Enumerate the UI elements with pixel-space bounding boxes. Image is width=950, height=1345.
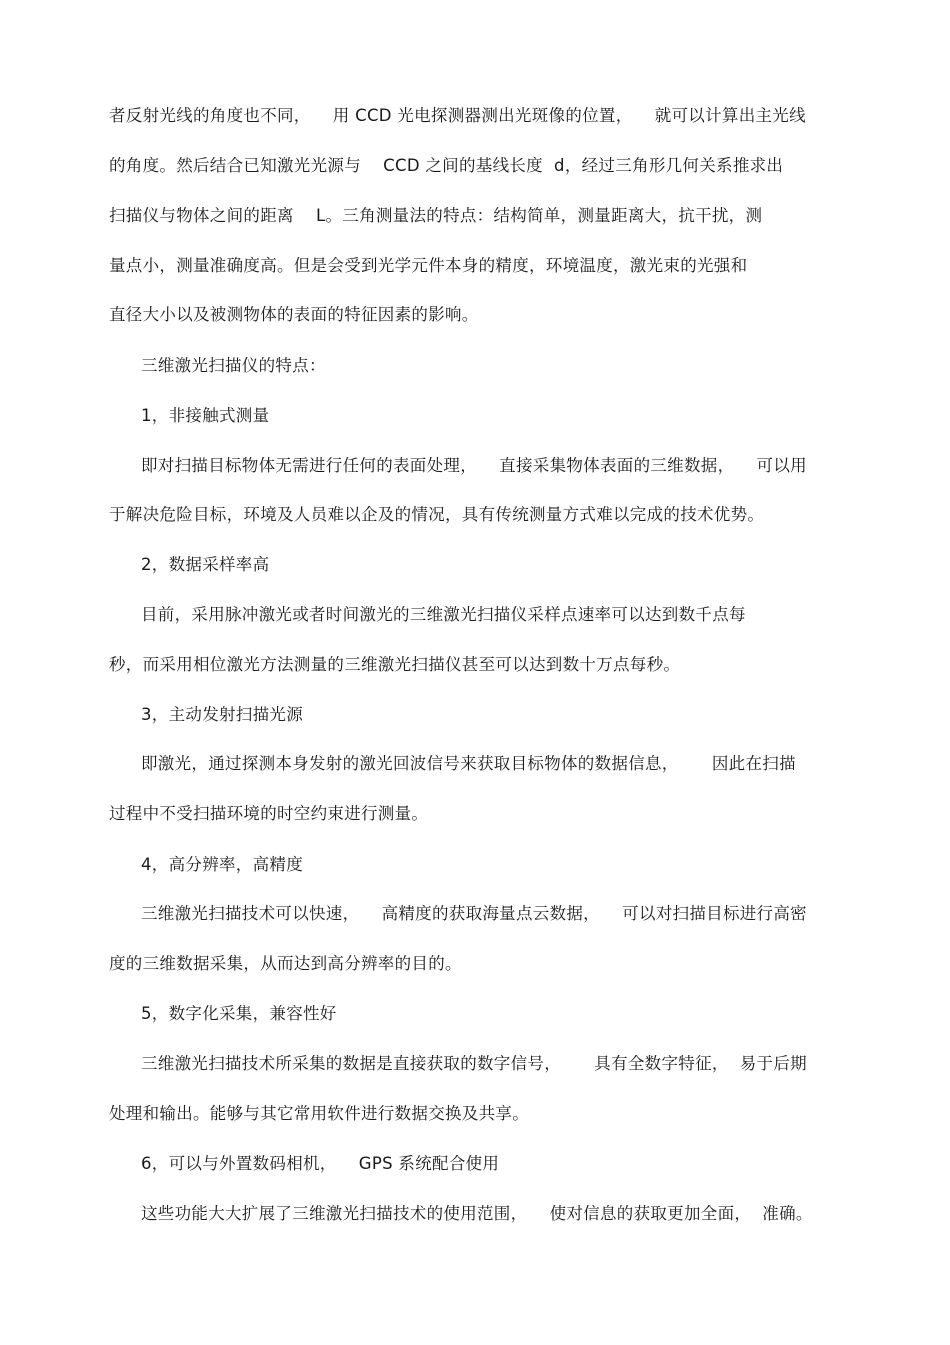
paragraph-line: 于解决危险目标，环境及人员难以企及的情况，具有传统测量方式难以完成的技术优势。 [109, 505, 765, 524]
list-item-heading: 1，非接触式测量 [141, 406, 270, 425]
paragraph-line: 三维激光扫描技术可以快速， 高精度的获取海量点云数据， 可以对扫描目标进行高密 [141, 904, 807, 923]
paragraph-line: 处理和输出。能够与其它常用软件进行数据交换及共享。 [109, 1104, 529, 1123]
paragraph-line: 扫描仪与物体之间的距离 L。三角测量法的特点：结构简单，测量距离大，抗干扰，测 [109, 206, 763, 225]
paragraph-line: 即激光，通过探测本身发射的激光回波信号来获取目标物体的数据信息， 因此在扫描 [141, 754, 796, 773]
list-item-heading: 6，可以与外置数码相机， GPS 系统配合使用 [141, 1154, 500, 1173]
paragraph-line: 过程中不受扫描环境的时空约束进行测量。 [109, 804, 429, 823]
paragraph-line: 度的三维数据采集，从而达到高分辨率的目的。 [109, 954, 462, 973]
paragraph-line: 直径大小以及被测物体的表面的特征因素的影响。 [109, 305, 479, 324]
section-heading: 三维激光扫描仪的特点： [141, 356, 326, 375]
list-item-heading: 2，数据采样率高 [141, 555, 270, 574]
list-item-heading: 4，高分辨率，高精度 [141, 855, 303, 874]
paragraph-line: 目前，采用脉冲激光或者时间激光的三维激光扫描仪采样点速率可以达到数千点每 [141, 605, 746, 624]
paragraph-line: 的角度。然后结合已知激光光源与 CCD 之间的基线长度 d，经过三角形几何关系推求出 [109, 156, 784, 175]
paragraph-line: 者反射光线的角度也不同， 用 CCD 光电探测器测出光斑像的位置， 就可以计算出主光线 [109, 106, 806, 125]
list-item-heading: 5，数字化采集，兼容性好 [141, 1004, 337, 1023]
paragraph-line: 量点小，测量准确度高。但是会受到光学元件本身的精度，环境温度，激光束的光强和 [109, 256, 748, 275]
paragraph-line: 这些功能大大扩展了三维激光扫描技术的使用范围， 使对信息的获取更加全面， 准确。 [141, 1204, 813, 1223]
paragraph-line: 三维激光扫描技术所采集的数据是直接获取的数字信号， 具有全数字特征， 易于后期 [141, 1054, 807, 1073]
paragraph-line: 即对扫描目标物体无需进行任何的表面处理， 直接采集物体表面的三维数据， 可以用 [141, 456, 807, 475]
list-item-heading: 3，主动发射扫描光源 [141, 705, 303, 724]
paragraph-line: 秒，而采用相位激光方法测量的三维激光扫描仪甚至可以达到数十万点每秒。 [109, 655, 681, 674]
